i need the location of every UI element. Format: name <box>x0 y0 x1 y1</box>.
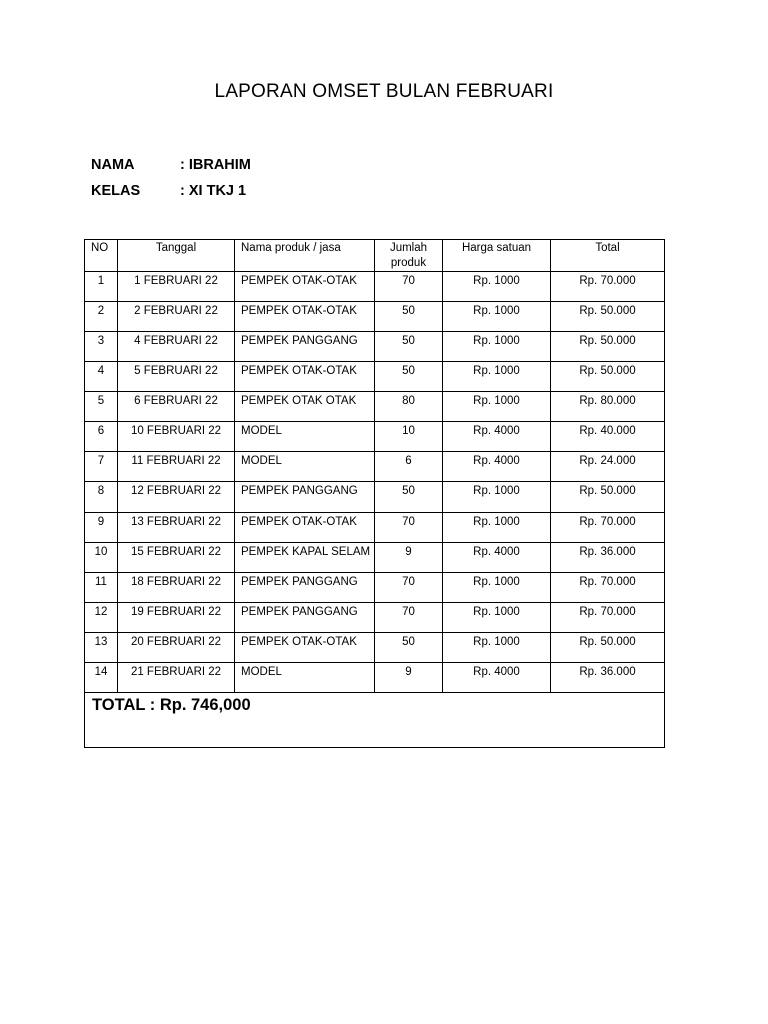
cell-total: Rp. 70.000 <box>551 272 665 302</box>
cell-total: Rp. 36.000 <box>551 542 665 572</box>
cell-date: 11 FEBRUARI 22 <box>118 452 235 482</box>
cell-date: 12 FEBRUARI 22 <box>118 482 235 512</box>
cell-unit-price: Rp. 1000 <box>443 302 551 332</box>
cell-no: 12 <box>85 602 118 632</box>
cell-quantity: 70 <box>375 602 443 632</box>
cell-date: 4 FEBRUARI 22 <box>118 332 235 362</box>
cell-quantity: 50 <box>375 482 443 512</box>
cell-date: 15 FEBRUARI 22 <box>118 542 235 572</box>
table-row <box>85 452 665 482</box>
table-row <box>85 362 665 392</box>
report-title: LAPORAN OMSET BULAN FEBRUARI <box>214 81 554 102</box>
cell-no: 3 <box>85 332 118 362</box>
header-unit-price: Harga satuan <box>443 240 551 272</box>
cell-date: 1 FEBRUARI 22 <box>118 272 235 302</box>
cell-date: 21 FEBRUARI 22 <box>118 662 235 692</box>
revenue-table <box>84 239 665 748</box>
cell-no: 14 <box>85 662 118 692</box>
cell-total: Rp. 40.000 <box>551 422 665 452</box>
cell-total: Rp. 70.000 <box>551 572 665 602</box>
cell-quantity: 70 <box>375 572 443 602</box>
cell-unit-price: Rp. 4000 <box>443 422 551 452</box>
table-row <box>85 512 665 542</box>
cell-total: Rp. 50.000 <box>551 362 665 392</box>
cell-no: 1 <box>85 272 118 302</box>
header-product: Nama produk / jasa <box>235 240 375 272</box>
cell-unit-price: Rp. 1000 <box>443 332 551 362</box>
header-no: NO <box>85 240 118 272</box>
cell-unit-price: Rp. 1000 <box>443 572 551 602</box>
table-row <box>85 392 665 422</box>
cell-total: Rp. 50.000 <box>551 332 665 362</box>
cell-unit-price: Rp. 1000 <box>443 482 551 512</box>
cell-quantity: 9 <box>375 662 443 692</box>
cell-unit-price: Rp. 1000 <box>443 272 551 302</box>
cell-quantity: 6 <box>375 452 443 482</box>
cell-unit-price: Rp. 1000 <box>443 512 551 542</box>
cell-total: Rp. 50.000 <box>551 632 665 662</box>
cell-date: 13 FEBRUARI 22 <box>118 512 235 542</box>
header-quantity: Jumlah produk <box>375 240 443 272</box>
cell-date: 18 FEBRUARI 22 <box>118 572 235 602</box>
cell-product: MODEL <box>235 422 375 452</box>
cell-unit-price: Rp. 4000 <box>443 452 551 482</box>
cell-no: 8 <box>85 482 118 512</box>
cell-date: 2 FEBRUARI 22 <box>118 302 235 332</box>
class-label: KELAS <box>91 183 141 199</box>
cell-unit-price: Rp. 1000 <box>443 392 551 422</box>
table-row <box>85 272 665 302</box>
name-line <box>91 157 251 173</box>
table-row <box>85 632 665 662</box>
cell-no: 7 <box>85 452 118 482</box>
cell-no: 6 <box>85 422 118 452</box>
cell-unit-price: Rp. 1000 <box>443 362 551 392</box>
cell-quantity: 80 <box>375 392 443 422</box>
cell-quantity: 70 <box>375 512 443 542</box>
table-row <box>85 662 665 692</box>
cell-unit-price: Rp. 1000 <box>443 602 551 632</box>
cell-quantity: 50 <box>375 302 443 332</box>
cell-total: Rp. 50.000 <box>551 302 665 332</box>
table-header-row <box>85 240 665 272</box>
cell-product: PEMPEK OTAK-OTAK <box>235 302 375 332</box>
cell-date: 6 FEBRUARI 22 <box>118 392 235 422</box>
name-label: NAMA <box>91 157 135 173</box>
cell-total: Rp. 36.000 <box>551 662 665 692</box>
cell-total: Rp. 70.000 <box>551 602 665 632</box>
cell-quantity: 10 <box>375 422 443 452</box>
cell-product: PEMPEK OTAK OTAK <box>235 392 375 422</box>
cell-product: MODEL <box>235 662 375 692</box>
table-body <box>85 272 665 693</box>
cell-no: 2 <box>85 302 118 332</box>
cell-product: PEMPEK KAPAL SELAM <box>235 542 375 572</box>
cell-quantity: 9 <box>375 542 443 572</box>
cell-quantity: 50 <box>375 632 443 662</box>
class-value: : XI TKJ 1 <box>180 183 247 199</box>
table-row <box>85 332 665 362</box>
table-row <box>85 302 665 332</box>
cell-no: 5 <box>85 392 118 422</box>
table-row <box>85 422 665 452</box>
cell-date: 5 FEBRUARI 22 <box>118 362 235 392</box>
class-line <box>91 183 246 199</box>
cell-product: PEMPEK PANGGANG <box>235 332 375 362</box>
cell-product: PEMPEK OTAK-OTAK <box>235 512 375 542</box>
cell-total: Rp. 24.000 <box>551 452 665 482</box>
table-row <box>85 602 665 632</box>
name-value: : IBRAHIM <box>180 157 251 173</box>
grand-total-row <box>85 692 665 747</box>
grand-total: TOTAL : Rp. 746,000 <box>85 692 665 747</box>
cell-total: Rp. 70.000 <box>551 512 665 542</box>
cell-no: 10 <box>85 542 118 572</box>
header-total: Total <box>551 240 665 272</box>
cell-unit-price: Rp. 1000 <box>443 632 551 662</box>
cell-unit-price: Rp. 4000 <box>443 542 551 572</box>
cell-product: MODEL <box>235 452 375 482</box>
cell-date: 20 FEBRUARI 22 <box>118 632 235 662</box>
cell-product: PEMPEK OTAK-OTAK <box>235 272 375 302</box>
cell-no: 4 <box>85 362 118 392</box>
table-row <box>85 542 665 572</box>
cell-product: PEMPEK OTAK-OTAK <box>235 632 375 662</box>
cell-quantity: 50 <box>375 362 443 392</box>
cell-product: PEMPEK PANGGANG <box>235 482 375 512</box>
cell-quantity: 70 <box>375 272 443 302</box>
cell-date: 10 FEBRUARI 22 <box>118 422 235 452</box>
cell-product: PEMPEK PANGGANG <box>235 572 375 602</box>
cell-no: 9 <box>85 512 118 542</box>
cell-unit-price: Rp. 4000 <box>443 662 551 692</box>
cell-product: PEMPEK PANGGANG <box>235 602 375 632</box>
table-row <box>85 572 665 602</box>
cell-product: PEMPEK OTAK-OTAK <box>235 362 375 392</box>
cell-total: Rp. 50.000 <box>551 482 665 512</box>
cell-quantity: 50 <box>375 332 443 362</box>
table-row <box>85 482 665 512</box>
cell-no: 11 <box>85 572 118 602</box>
cell-no: 13 <box>85 632 118 662</box>
cell-total: Rp. 80.000 <box>551 392 665 422</box>
cell-date: 19 FEBRUARI 22 <box>118 602 235 632</box>
header-date: Tanggal <box>118 240 235 272</box>
